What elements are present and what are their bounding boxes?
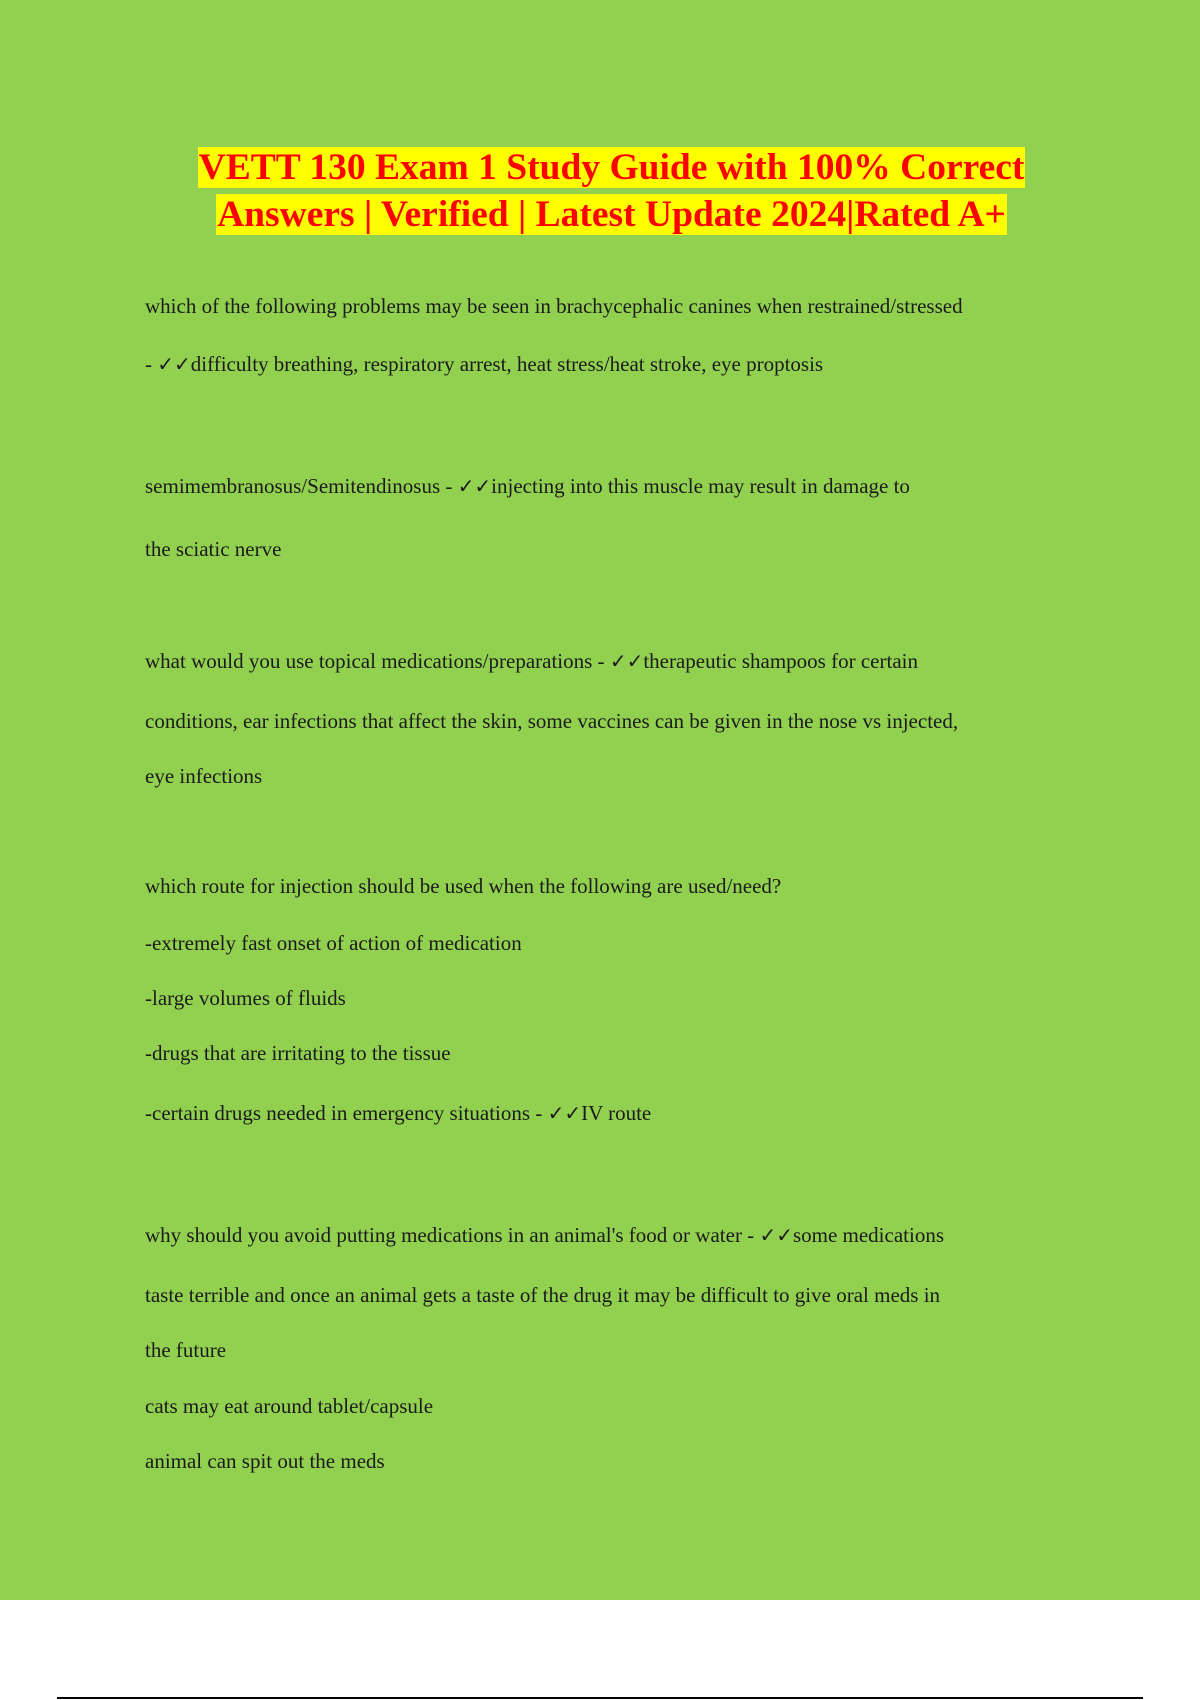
qa-5-line-4 <box>145 1393 433 1419</box>
qa-5-line-1 <box>145 1222 944 1248</box>
title-line-2: Answers | Verified | Latest Update 2024|Rated A+ <box>217 194 1006 235</box>
qa-3-line-3 <box>145 763 262 789</box>
qa-4-item-2: -large volumes of fluids <box>145 986 346 1010</box>
qa-3-answer: therapeutic shampoos for certain <box>643 649 918 673</box>
qa-5-line-3 <box>145 1337 226 1363</box>
qa-4-item-1: -extremely fast onset of action of medication <box>145 931 522 955</box>
qa-4-line-3 <box>145 985 346 1011</box>
qa-5-answer-cont-4: animal can spit out the meds <box>145 1449 385 1473</box>
check-icon: ✓✓ <box>609 649 644 673</box>
qa-4-line-2 <box>145 930 522 956</box>
qa-4-line-4 <box>145 1040 451 1066</box>
qa-1-line-2 <box>145 351 823 377</box>
check-icon: ✓✓ <box>547 1101 582 1125</box>
qa-2-line-2 <box>145 536 281 562</box>
qa-3-answer-cont-1: conditions, ear infections that affect the skin, some vaccines can be given in the nose vs injected, <box>145 709 959 733</box>
qa-2-answer: injecting into this muscle may result in damage to <box>491 474 910 498</box>
qa-5-answer-cont-1: taste terrible and once an animal gets a taste of the drug it may be difficult to give oral meds in <box>145 1283 941 1307</box>
qa-4-line-1 <box>145 873 781 899</box>
qa-1-prefix: - <box>145 352 158 376</box>
document-title <box>135 144 1088 238</box>
check-icon: ✓✓ <box>759 1223 793 1247</box>
qa-4-item-3: -drugs that are irritating to the tissue <box>145 1041 451 1065</box>
qa-3-question: what would you use topical medications/preparations - <box>145 649 610 673</box>
qa-3-line-1 <box>145 648 918 674</box>
qa-5-line-2 <box>145 1282 940 1308</box>
qa-4-question: which route for injection should be used when the following are used/need? <box>145 874 782 898</box>
qa-5-answer-cont-2: the future <box>145 1338 227 1362</box>
title-line-1: VETT 130 Exam 1 Study Guide with 100% Correct <box>198 147 1025 188</box>
footer-divider <box>57 1697 1143 1699</box>
qa-4-answer: IV route <box>581 1101 652 1125</box>
qa-2-question: semimembranosus/Semitendinosus - <box>145 474 458 498</box>
qa-5-line-5 <box>145 1448 385 1474</box>
qa-1-line-1 <box>145 293 963 319</box>
qa-5-answer-cont-3: cats may eat around tablet/capsule <box>145 1394 434 1418</box>
qa-3-line-2 <box>145 708 958 734</box>
qa-5-question: why should you avoid putting medications in an animal's food or water - <box>145 1223 760 1247</box>
check-icon: ✓✓ <box>457 474 492 498</box>
qa-4-line-5 <box>145 1100 651 1126</box>
qa-1-answer: difficulty breathing, respiratory arrest, heat stress/heat stroke, eye proptosis <box>190 352 824 376</box>
qa-2-line-1 <box>145 473 910 499</box>
qa-4-item-4: -certain drugs needed in emergency situations - <box>145 1101 548 1125</box>
qa-5-answer: some medications <box>792 1223 945 1247</box>
qa-2-answer-cont: the sciatic nerve <box>145 537 282 561</box>
qa-1-question: which of the following problems may be seen in brachycephalic canines when restrained/stressed <box>145 294 963 318</box>
check-icon: ✓✓ <box>157 352 191 376</box>
qa-3-answer-cont-2: eye infections <box>145 764 263 788</box>
